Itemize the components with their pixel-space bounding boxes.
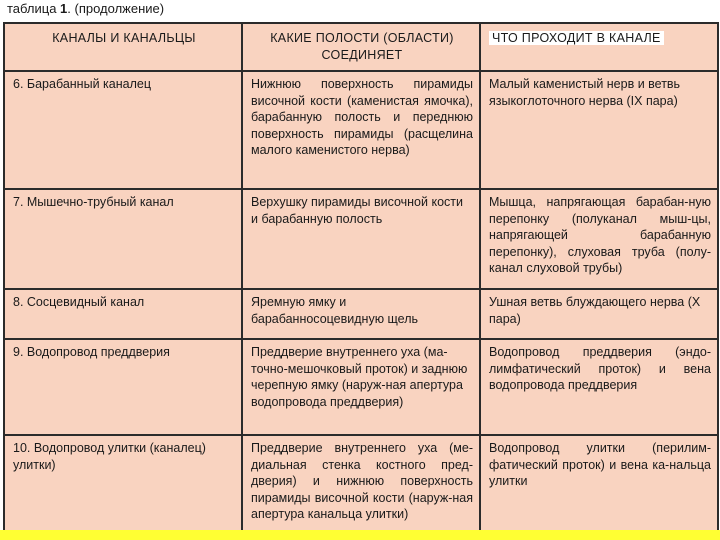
bottom-highlight-band <box>0 530 720 540</box>
cell-canal: 6. Барабанный каналец <box>4 71 242 189</box>
cell-canal: 7. Мышечно-трубный канал <box>4 189 242 289</box>
table-container <box>0 20 720 530</box>
cell-connects: Преддверие внутреннего уха (ме-диальная стенка костного пред-дверия) и нижнюю поверхность пирамиды височной кости (наруж-ная апертура канальца улитки) <box>242 435 480 530</box>
cell-contents: Ушная ветвь блуждающего нерва (X пара) <box>480 289 718 339</box>
cell-canal: 10. Водопровод улитки (каналец) улитки) <box>4 435 242 530</box>
cell-connects: Нижнюю поверхность пирамиды височной кости (каменистая ямочка), барабанную полость и переднюю поверхность пирамиды (расщелина малого каменистого нерва) <box>242 71 480 189</box>
cell-connects: Преддверие внутреннего уха (ма-точно-мешочковый проток) и заднюю черепную ямку (наруж-ная апертура водопровода преддверия) <box>242 339 480 435</box>
table-row <box>4 435 718 530</box>
cell-connects: Верхушку пирамиды височной кости и барабанную полость <box>242 189 480 289</box>
table-header-row <box>4 23 718 71</box>
table-row <box>4 189 718 289</box>
header-contents-label: ЧТО ПРОХОДИТ В КАНАЛЕ <box>489 31 664 45</box>
cell-contents: Малый каменистый нерв и ветвь языкоглоточного нерва (IX пара) <box>480 71 718 189</box>
cell-contents: Мышца, напрягающая барабан-ную перепонку (полуканал мыш-цы, напрягающей барабанную перепонку), слуховая труба (полу-канал слуховой трубы) <box>480 189 718 289</box>
header-contents <box>480 23 718 71</box>
caption-suffix: . (продолжение) <box>67 1 165 16</box>
cell-connects: Яремную ямку и барабанносоцевидную щель <box>242 289 480 339</box>
cell-canal: 9. Водопровод преддверия <box>4 339 242 435</box>
canals-table <box>3 22 719 530</box>
header-connects: КАКИЕ ПОЛОСТИ (ОБЛАСТИ) СОЕДИНЯЕТ <box>242 23 480 71</box>
table-row <box>4 71 718 189</box>
caption-prefix: таблица <box>7 1 61 16</box>
header-canals: КАНАЛЫ И КАНАЛЬЦЫ <box>4 23 242 71</box>
table-caption <box>7 1 164 17</box>
cell-contents: Водопровод преддверия (эндо-лимфатический проток) и вена водопровода преддверия <box>480 339 718 435</box>
cell-canal: 8. Сосцевидный канал <box>4 289 242 339</box>
table-row <box>4 289 718 339</box>
table-row <box>4 339 718 435</box>
caption-number: 1 <box>60 1 68 16</box>
cell-contents: Водопровод улитки (перилим-фатический проток) и вена ка-нальца улитки <box>480 435 718 530</box>
